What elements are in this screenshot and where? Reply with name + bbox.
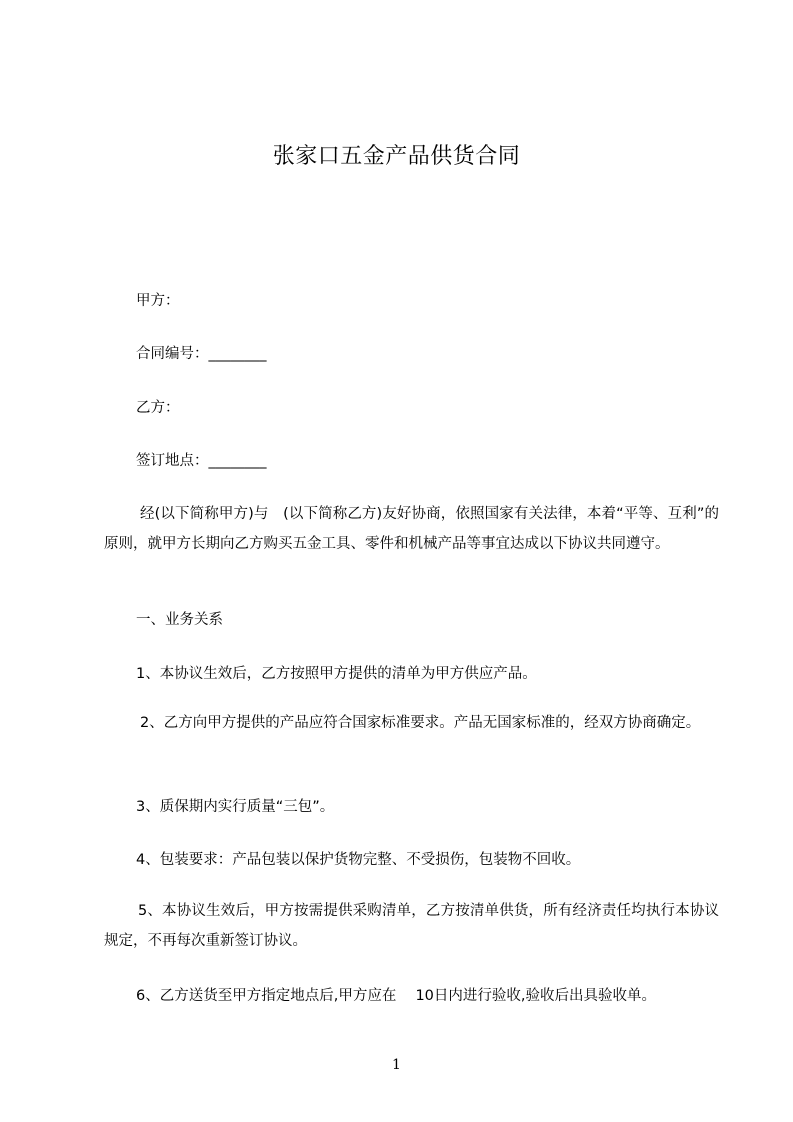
clause-1: 1、本协议生效后，乙方按照甲方提供的清单为甲方供应产品。 <box>136 666 537 682</box>
page-number: 1 <box>392 1057 401 1073</box>
clause-5: 5、本协议生效后，甲方按需提供采购清单，乙方按清单供货，所有经济责任均执行本协议规定，不再每次重新签订协议。 <box>104 903 719 949</box>
section-heading-business-relation: 一、业务关系 <box>136 612 223 628</box>
clause-4: 4、包装要求：产品包装以保护货物完整、不受损伤，包装物不回收。 <box>136 852 581 868</box>
document-title: 张家口五金产品供货合同 <box>272 144 521 169</box>
party-a-field: 甲方： <box>136 293 180 309</box>
sign-place-field: 签订地点：________ <box>136 453 267 469</box>
party-b-field: 乙方： <box>136 400 180 416</box>
contract-number-field: 合同编号：________ <box>136 346 267 362</box>
clause-2: 2、乙方向甲方提供的产品应符合国家标准要求。产品无国家标准的，经双方协商确定。 <box>140 715 701 731</box>
clause-6: 6、乙方送货至甲方指定地点后,甲方应在 10日内进行验收,验收后出具验收单。 <box>136 988 657 1004</box>
intro-paragraph: 经(以下简称甲方)与 (以下简称乙方)友好协商，依照国家有关法律，本着“平等、互利”的原则，就甲方长期向乙方购买五金工具、零件和机械产品等事宜达成以下协议共同遵守。 <box>104 506 719 552</box>
clause-3: 3、质保期内实行质量“三包”。 <box>136 799 335 815</box>
